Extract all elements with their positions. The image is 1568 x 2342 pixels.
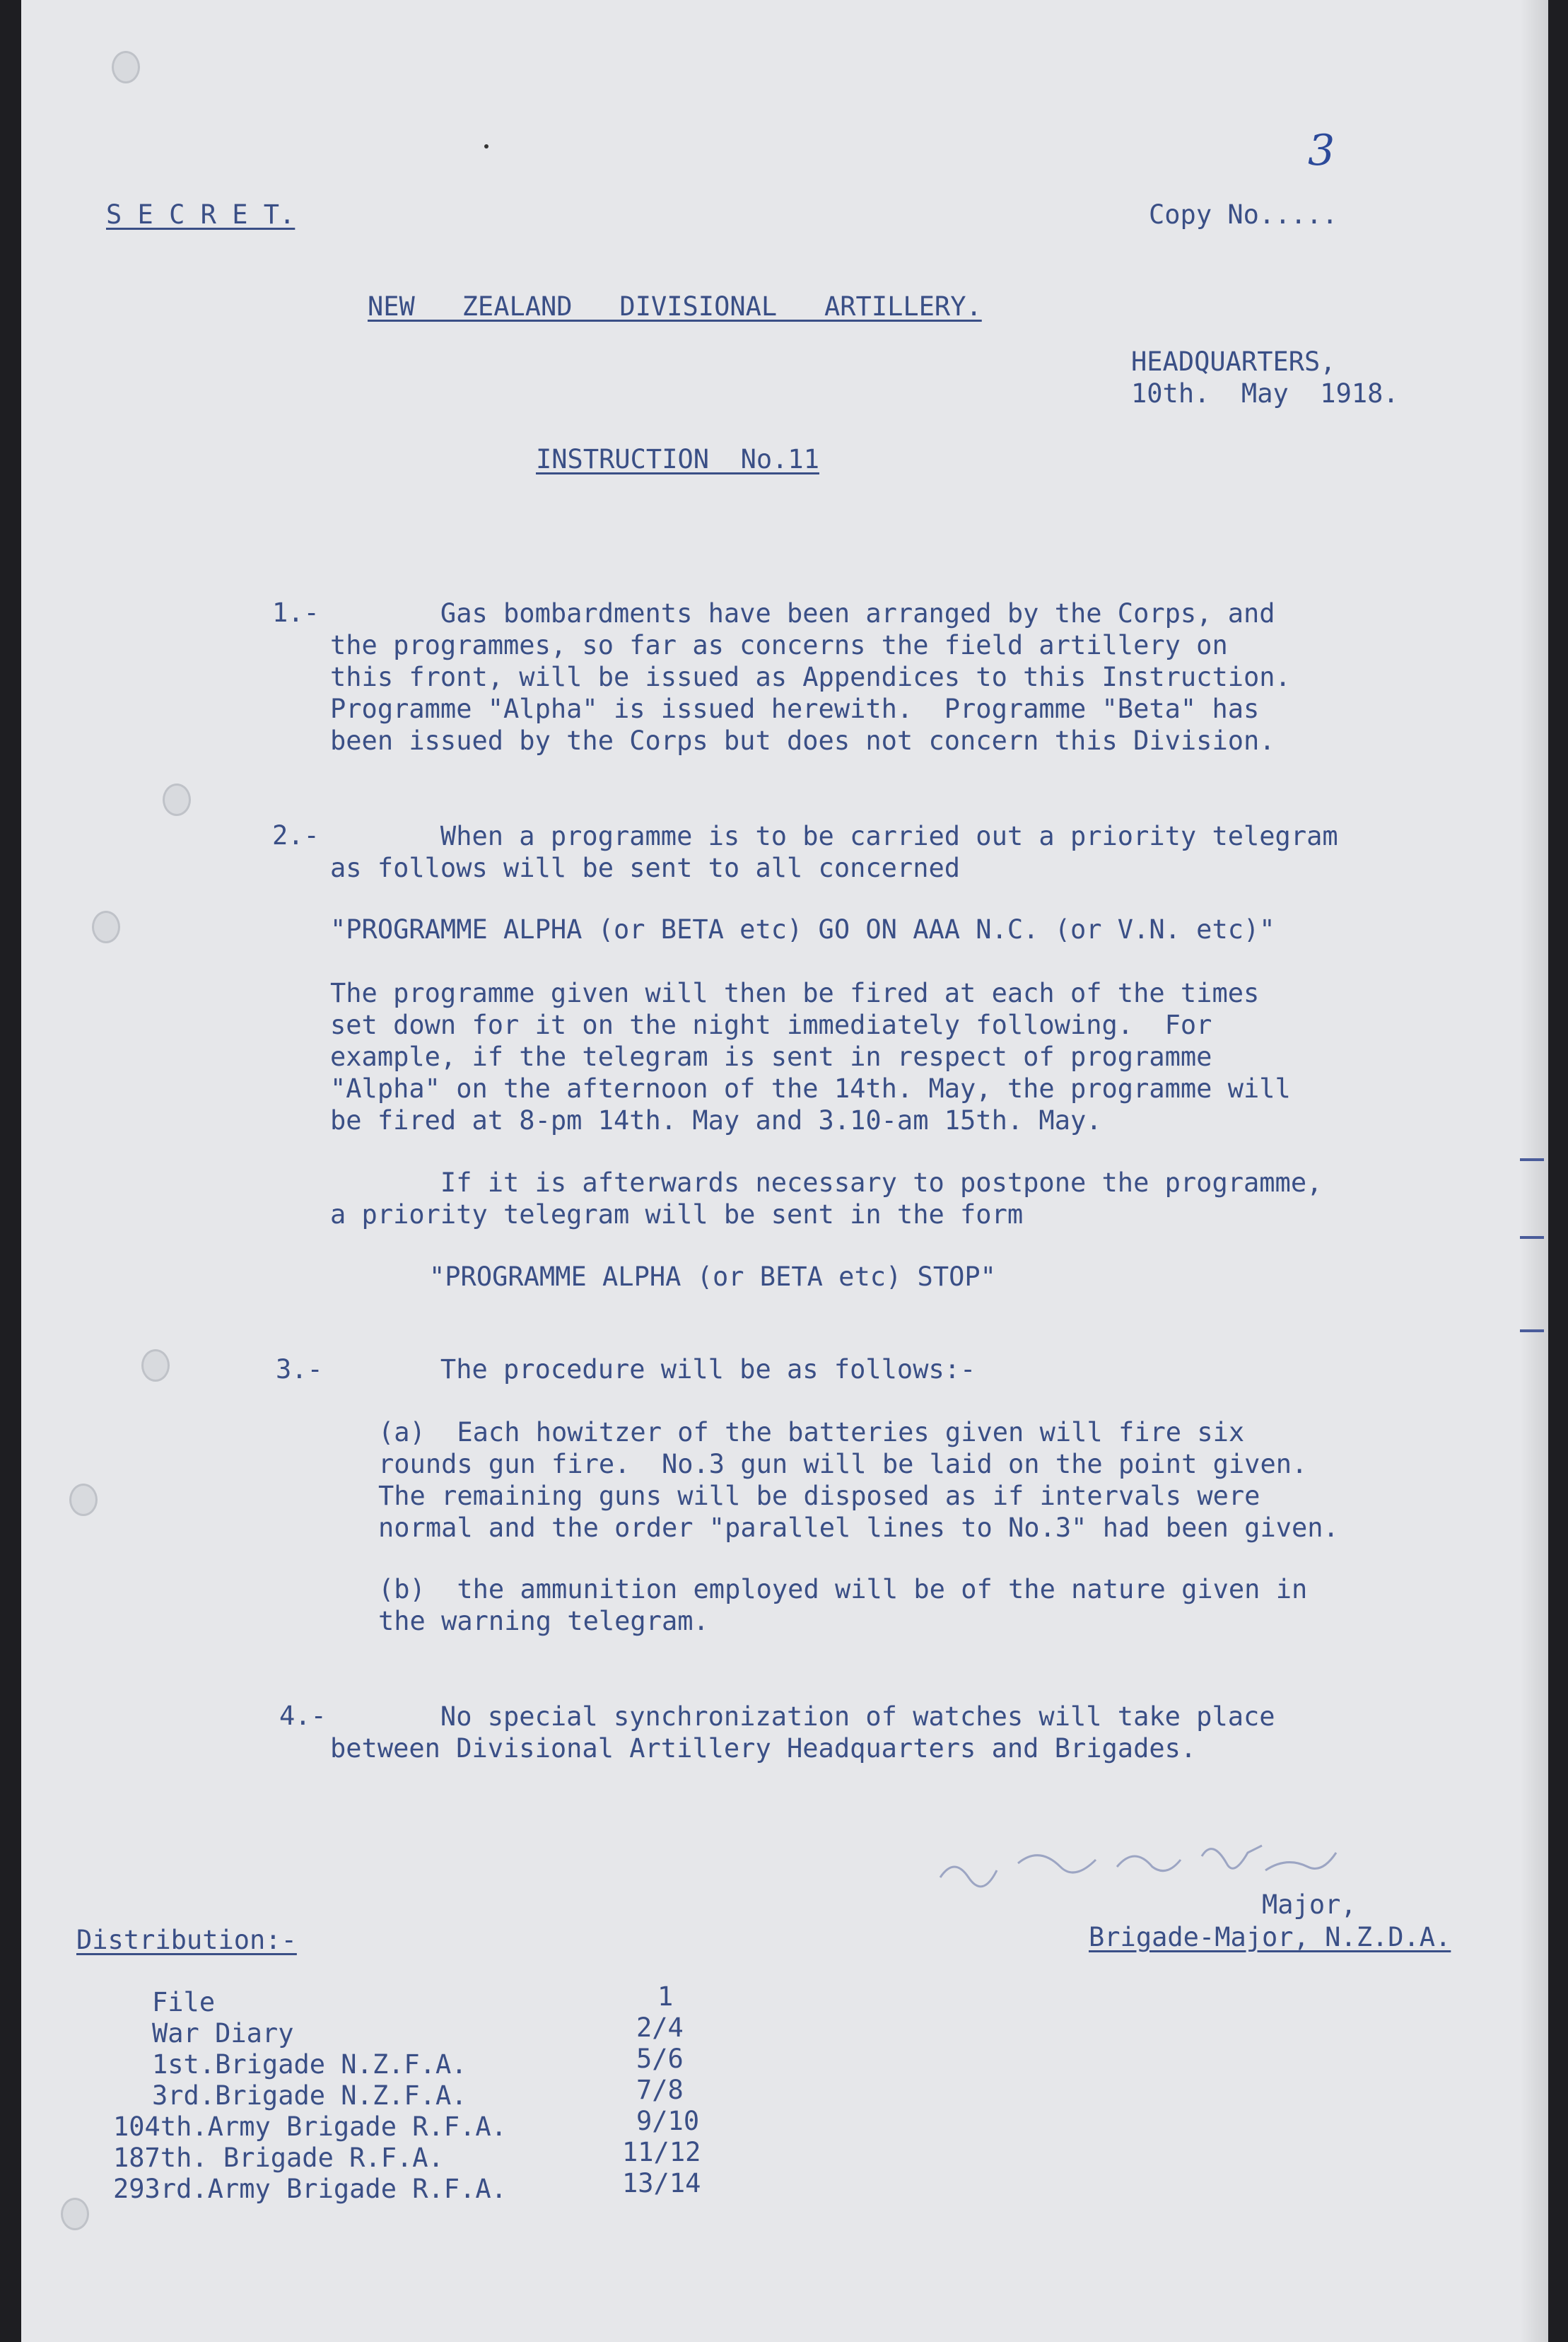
punch-hole-icon xyxy=(112,51,140,83)
signature-title: Brigade-Major, N.Z.D.A. xyxy=(1089,1922,1451,1952)
margin-mark xyxy=(1520,1236,1544,1239)
distribution-name: 187th. Brigade R.F.A. xyxy=(113,2143,444,2173)
punch-hole-icon xyxy=(141,1349,170,1382)
section-3-b xyxy=(378,1573,1307,1637)
text-line: as follows will be sent to all concerned xyxy=(330,853,961,883)
text-line: example, if the telegram is sent in respect of programme xyxy=(330,1042,1212,1072)
signature-rank: Major, xyxy=(1262,1889,1357,1920)
section-2-example xyxy=(330,977,1291,1136)
text-line: this front, will be issued as Appendices to this Instruction. xyxy=(330,662,1291,692)
text-line: set down for it on the night immediately following. For xyxy=(330,1010,1212,1040)
text-line: normal and the order "parallel lines to No.3" had been given. xyxy=(378,1513,1339,1543)
punch-hole-icon xyxy=(163,783,191,816)
distribution-heading: Distribution:- xyxy=(76,1925,297,1955)
punch-hole-icon xyxy=(61,2198,89,2230)
secret-heading: S E C R E T. xyxy=(106,199,296,230)
section-3-number: 3.- xyxy=(276,1354,323,1385)
text-line: (b) the ammunition employed will be of the nature given in xyxy=(378,1574,1308,1604)
telegram-stop: "PROGRAMME ALPHA (or BETA etc) STOP" xyxy=(429,1262,996,1292)
text-line: between Divisional Artillery Headquarters and Brigades. xyxy=(330,1733,1197,1764)
text-line: rounds gun fire. No.3 gun will be laid on the point given. xyxy=(378,1449,1308,1479)
section-3-intro: The procedure will be as follows:- xyxy=(330,1354,976,1385)
section-2-text xyxy=(330,820,1338,884)
distribution-name: 3rd.Brigade N.Z.F.A. xyxy=(152,2080,467,2111)
instruction-title: INSTRUCTION No.11 xyxy=(536,444,819,474)
distribution-name: File xyxy=(152,1987,216,2017)
text-line: a priority telegram will be sent in the form xyxy=(330,1199,1024,1230)
distribution-name: 104th.Army Brigade R.F.A. xyxy=(113,2111,507,2142)
section-2-postpone xyxy=(330,1167,1322,1230)
text-line: Programme "Alpha" is issued herewith. Programme "Beta" has xyxy=(330,694,1260,724)
distribution-name: War Diary xyxy=(152,2018,294,2049)
copy-number-label: Copy No..... xyxy=(1149,199,1338,230)
text-line: Gas bombardments have been arranged by the Corps, and xyxy=(330,598,1275,629)
text-line: No special synchronization of watches will take place xyxy=(330,1701,1275,1732)
punch-hole-icon xyxy=(92,911,120,943)
page-edge-shadow xyxy=(1520,0,1548,2342)
section-1-text xyxy=(330,598,1291,757)
section-4-number: 4.- xyxy=(279,1701,327,1731)
distribution-copies: 2/4 xyxy=(636,2012,684,2043)
text-line: (a) Each howitzer of the batteries given will fire six xyxy=(378,1417,1245,1447)
distribution-copies: 5/6 xyxy=(636,2044,684,2074)
headquarters-label: HEADQUARTERS, xyxy=(1131,346,1336,377)
section-1-number: 1.- xyxy=(272,598,320,628)
telegram-go-on: "PROGRAMME ALPHA (or BETA etc) GO ON AAA N.C. (or V.N. etc)" xyxy=(330,914,1275,945)
margin-mark xyxy=(1520,1329,1544,1332)
organisation-title: NEW ZEALAND DIVISIONAL ARTILLERY. xyxy=(368,291,982,322)
copy-number-handwritten: 3 xyxy=(1308,126,1335,175)
distribution-copies: 11/12 xyxy=(622,2137,701,2167)
distribution-copies: 13/14 xyxy=(622,2168,701,2198)
punch-hole-icon xyxy=(69,1484,98,1516)
text-line: The programme given will then be fired at each of the times xyxy=(330,978,1260,1008)
text-line: The remaining guns will be disposed as if intervals were xyxy=(378,1481,1260,1511)
section-2-number: 2.- xyxy=(272,820,320,851)
distribution-copies: 1 xyxy=(657,1981,674,2012)
text-line: When a programme is to be carried out a priority telegram xyxy=(330,821,1338,851)
text-line: the warning telegram. xyxy=(378,1606,709,1636)
margin-mark xyxy=(1520,1158,1544,1161)
document-page xyxy=(21,0,1548,2342)
section-3-a xyxy=(378,1416,1339,1544)
distribution-copies: 7/8 xyxy=(636,2075,684,2105)
text-line: be fired at 8-pm 14th. May and 3.10-am 15th. May. xyxy=(330,1105,1102,1136)
text-line: been issued by the Corps but does not concern this Division. xyxy=(330,726,1275,756)
distribution-name: 293rd.Army Brigade R.F.A. xyxy=(113,2174,507,2204)
distribution-copies: 9/10 xyxy=(636,2106,700,2136)
text-line: If it is afterwards necessary to postpone the programme, xyxy=(330,1167,1323,1198)
ink-fleck xyxy=(484,144,488,148)
text-line: "Alpha" on the afternoon of the 14th. May, the programme will xyxy=(330,1073,1291,1104)
distribution-name: 1st.Brigade N.Z.F.A. xyxy=(152,2049,467,2080)
section-4-text xyxy=(330,1701,1275,1764)
document-date: 10th. May 1918. xyxy=(1131,378,1399,409)
text-line: the programmes, so far as concerns the field artillery on xyxy=(330,630,1228,660)
